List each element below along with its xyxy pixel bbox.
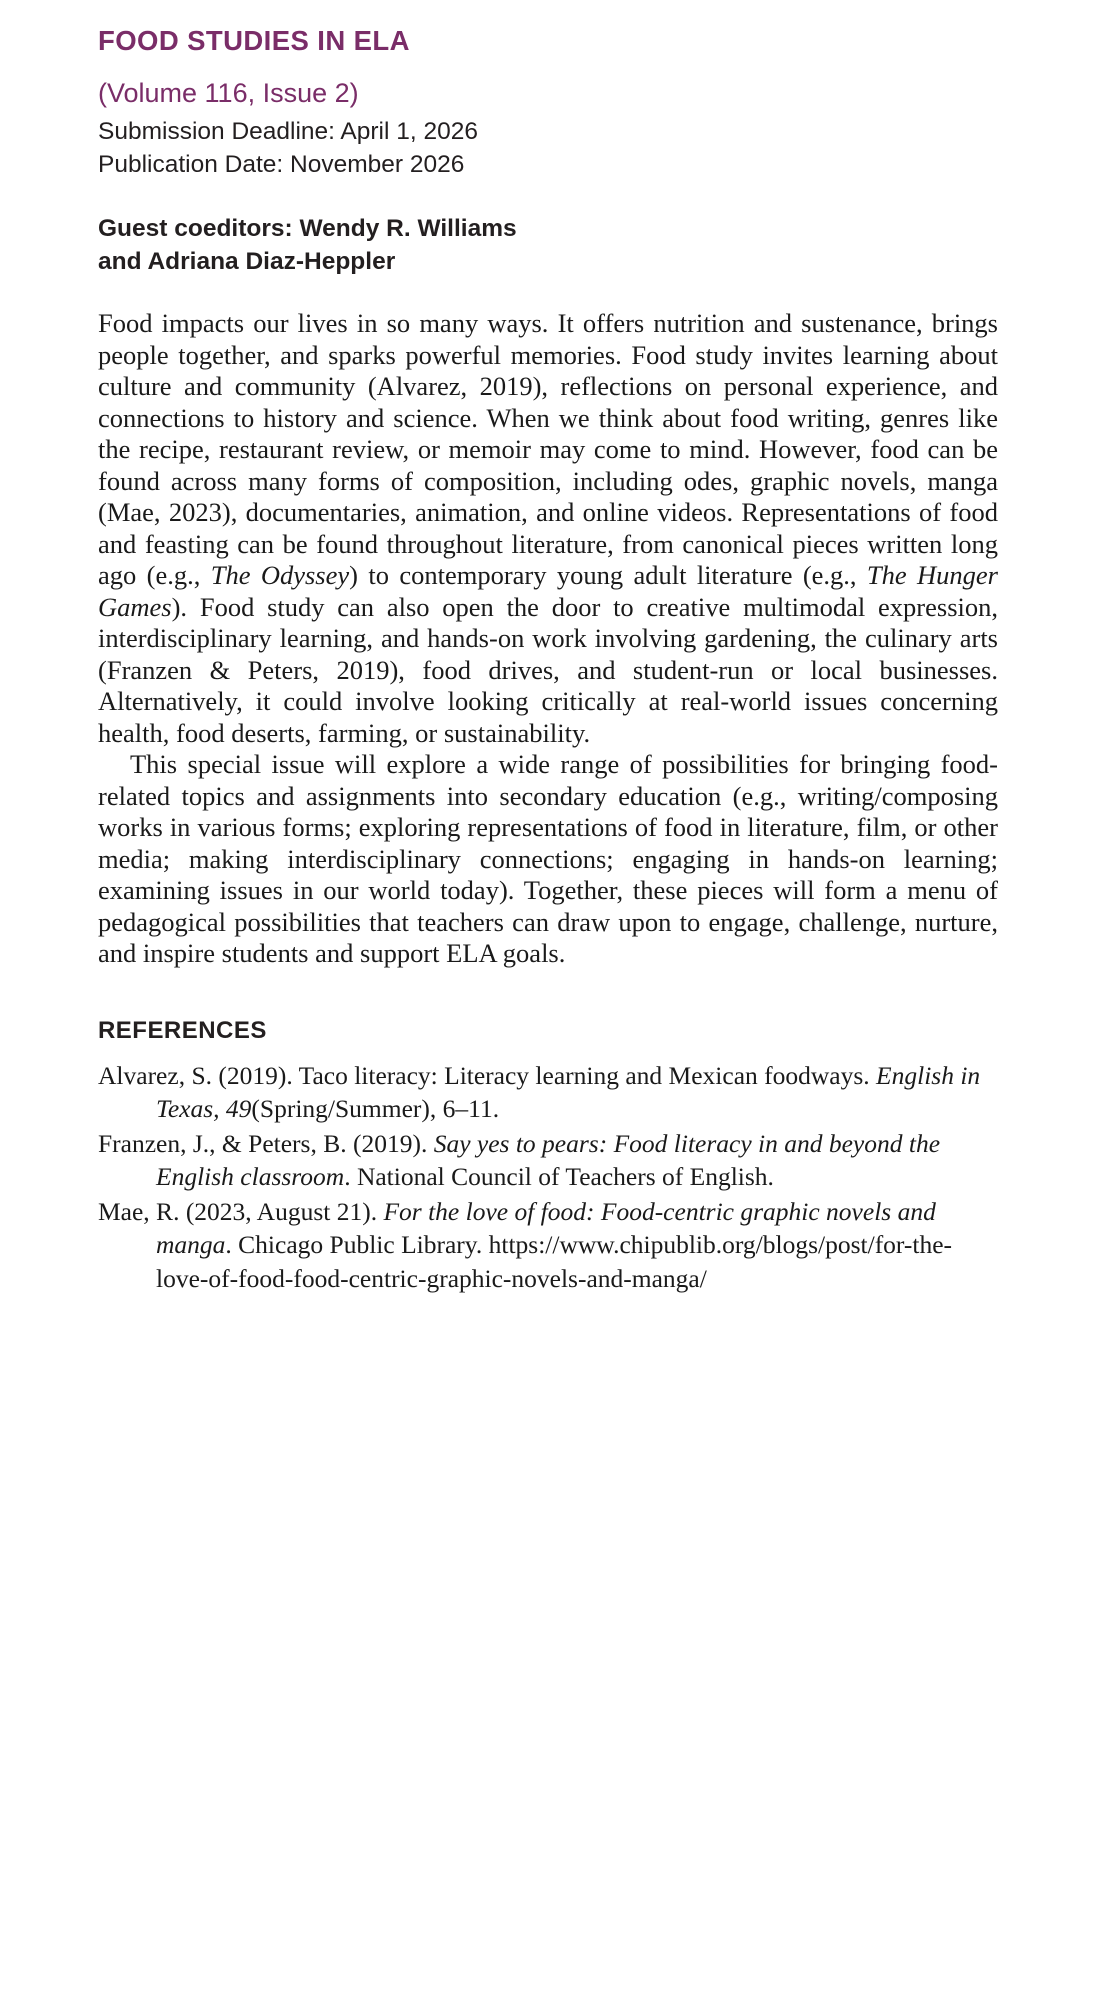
book-title-the-hunger-games: The Hunger Games	[98, 560, 998, 622]
publication-date: Publication Date: November 2026	[98, 150, 465, 178]
reference-2-segment-1: Franzen, J., & Peters, B. (2019).	[98, 1128, 434, 1158]
reference-item	[98, 1059, 998, 1126]
guest-coeditors-line-1: Guest coeditors: Wendy R. Williams	[98, 215, 517, 243]
paragraph-1-segment-2: ) to contemporary young adult literature (e.g.,	[349, 560, 867, 591]
references-list	[98, 1059, 998, 1296]
book-title-the-odyssey: The Odyssey	[210, 560, 350, 591]
reference-2-segment-2: . National Council of Teachers of English.	[344, 1162, 774, 1192]
submission-deadline: Submission Deadline: April 1, 2026	[98, 118, 478, 146]
page-title: FOOD STUDIES IN ELA	[98, 25, 410, 56]
paragraph-1-segment-1: Food impacts our lives in so many ways. It offers nutrition and sustenance, brings people together, and sparks powerful memories. Food study invites learning about culture and community (Alvarez, 2019), reflections on personal experience, and connections to history and science. When we think about food writing, genres like the recipe, restaurant review, or memoir may come to mind. However, food can be found across many forms of composition, including odes, graphic novels, manga (Mae, 2023), documentaries, animation, and online videos. Representations of food and feasting can be found throughout literature, from canonical pieces written long ago (e.g.,	[98, 308, 998, 591]
reference-1-journal-title: English in Texas, 49	[156, 1060, 981, 1124]
paragraph-1-segment-3: ). Food study can also open the door to creative multimodal expression, interdisciplinary learning, and hands-on work involving gardening, the culinary arts (Franzen & Peters, 2019), food drives, and student-run or local businesses. Alternatively, it could involve looking critically at real-world issues concerning health, food deserts, farming, or sustainability.	[98, 591, 998, 748]
guest-coeditors-line-2: and Adriana Diaz-Heppler	[98, 247, 396, 275]
reference-item	[98, 1195, 998, 1296]
body-paragraph-1	[98, 308, 998, 749]
body-paragraph-2: This special issue will explore a wide range of possibilities for bringing food-related topics and assignments into secondary education (e.g., writing/composing works in various forms; exploring representations of food in literature, film, or other media; making interdisciplinary connections; engaging in hands-on learning; examining issues in our world today). Together, these pieces will form a menu of pedagogical possibilities that teachers can draw upon to engage, challenge, nurture, and inspire students and support ELA goals.	[98, 749, 998, 969]
references-heading: REFERENCES	[98, 1016, 267, 1044]
reference-2-book-title: Say yes to pears: Food literacy in and beyond the English classroom	[156, 1128, 941, 1192]
reference-3-segment-1: Mae, R. (2023, August 21).	[98, 1196, 384, 1226]
reference-item	[98, 1127, 998, 1194]
volume-issue-label: (Volume 116, Issue 2)	[98, 78, 359, 109]
guest-coeditors	[98, 213, 998, 278]
reference-1-segment-1: Alvarez, S. (2019). Taco literacy: Literacy learning and Mexican foodways.	[98, 1060, 877, 1090]
reference-1-segment-2: (Spring/Summer), 6–11.	[251, 1094, 500, 1124]
call-for-papers-body	[98, 308, 998, 970]
reference-3-article-title: For the love of food: Food-centric graphic novels and manga	[156, 1196, 936, 1260]
reference-3-segment-2: . Chicago Public Library. https://www.chipublib.org/blogs/post/for-the-love-of-food-food-centric-graphic-novels-and-manga/	[156, 1230, 953, 1293]
